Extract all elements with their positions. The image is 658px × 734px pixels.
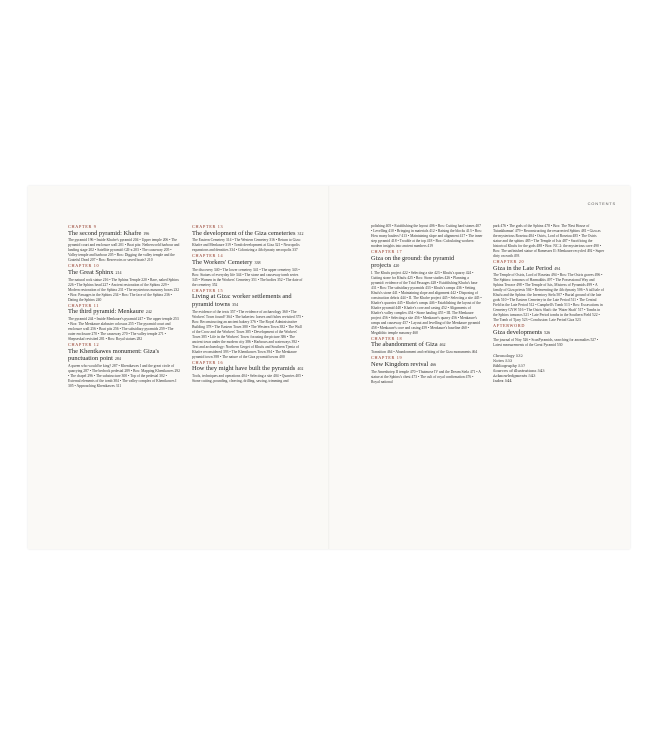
- chapter-label: CHAPTER 20: [493, 259, 525, 264]
- chapter-label: CHAPTER 9: [68, 224, 97, 229]
- chapter-label: CHAPTER 13: [192, 224, 224, 229]
- back-matter-item: Acknowledgments 543: [493, 373, 536, 378]
- chapter-title-text: The development of the Giza cemeteries: [192, 229, 296, 237]
- toc-entry: [371, 249, 483, 336]
- chapter-title-text: New Kingdom revival: [371, 360, 429, 368]
- back-matter-list: [493, 354, 605, 384]
- chapter-page-number: 402: [297, 366, 304, 372]
- chapter-title: [68, 230, 180, 237]
- toc-entry: [192, 253, 304, 287]
- toc-column-3: [371, 224, 483, 385]
- chapter-title-text: The Workers' Cemetery: [192, 258, 253, 266]
- chapter-contents: The pyramid 196 • Inside Khafre's pyramid 204 • Upper temple 206 • The pyramid court and enclosure wall 201 • Boat pits: Netherworld harbour and landing stage 202 • Satellite pyramid: GII-a 203 • The causeway 205 • Valley temple and harbour 205 • Box: Digging the valley temple and the Grateful Dead 207 • Box: Reservoirs or saved boats? 210: [68, 238, 180, 263]
- chapter-page-number: 526: [544, 329, 551, 335]
- chapter-title-text: The Great Sphinx: [68, 268, 114, 276]
- chapter-label: CHAPTER 14: [192, 253, 224, 259]
- chapter-contents: The pyramid 244 • Inside Menkaure's pyramid 247 • The upper temple 253 • Box: The Menkaure alabaster colossus 255 • The pyramid court and enclosure wall 256 • Boat pits 256 • The subsidiary pyramids 259 • The outer enclosure 270 • The causeway 270 • The valley temple 271 • Shepseskaf revisited 281 • Box: Royal statues 282: [68, 317, 179, 342]
- chapter-title: [371, 341, 483, 348]
- chapter-label: CHAPTER 18: [371, 335, 403, 341]
- chapter-label: CHAPTER 15: [192, 287, 224, 293]
- toc-entry: [371, 355, 483, 384]
- back-matter-item: Sources of illustrations 543: [493, 368, 545, 373]
- chapter-title: [192, 365, 304, 372]
- chapter-page-number: 196: [143, 230, 150, 236]
- chapter-page-number: 494: [554, 265, 561, 271]
- chapter-page-number: 284: [114, 356, 121, 362]
- chapter-contents: Tools, techniques and operations 404 • Selecting a site 404 • Quarries 405 • Stone cutting, pounding, cleaving, drilling, sawing, trimming and: [192, 374, 304, 384]
- toc-entry: [493, 259, 605, 323]
- toc-entry: [493, 224, 605, 259]
- chapter-page-number: 214: [115, 269, 122, 275]
- chapter-label: CHAPTER 11: [68, 302, 100, 308]
- chapter-page-number: 312: [297, 230, 304, 236]
- toc-entry: [68, 263, 180, 302]
- chapter-contents: The Amenhotep II temple 470 • Thutmose IV and the Dream Stela 471 • A statue at the Sphinx's chest 473 • The cult of royal confirmation 476 • Royal national: [371, 369, 481, 384]
- chapter-title-text: The third pyramid: Menkaure: [68, 308, 144, 316]
- chapter-contents: The Eastern Cemetery 314 • The Western Cemetery 316 • Return to Giza: Khafre and Menkaure 319 • Tomb development at Giza 321 • Necropolis expansions and densities 334 • Colonizing a 4th dynasty necropolis 337: [192, 238, 301, 253]
- chapter-page-number: 242: [145, 309, 152, 315]
- chapter-title: [371, 255, 483, 270]
- chapter-contents: The Temple of Osiris, Lord of Rosetau 494 • Box: The Osiris graves 496 • The Sphinx: tomonos of Harmakhis 497 • The Possessional Way and Sphinx Terrace 498 • The Temple of Isis, Mistress of Pyramids 499 • A family of Giza priests 504 • Reinventing the 4th dynasty 506 • A tall tale of Khufu and the Sphinx: the Inventory Stela 507 • Burial ground of the late gods 510 • The Eastern Cemetery in the Late Period 511 • The Central Field in the Late Period 512 • Campbell's Tomb 513 • Box: Excavations in Cemetery GYW 516 • The Osiris Shaft: the 'Water Shaft' 517 • Tombs in the Sphinx tomonos 521 • Late Period tombs in the Southern Field 522 • The Tomb of Tjary 523 • Conclusion: Late Period Giza 523: [493, 273, 604, 323]
- back-matter-item: Notes 533: [493, 358, 513, 363]
- chapter-label: CHAPTER 17: [371, 249, 403, 254]
- toc-entry: [371, 336, 483, 355]
- chapter-label: AFTERWORD: [493, 323, 526, 329]
- toc-entry: [192, 224, 304, 253]
- running-header: CONTENTS: [587, 201, 616, 206]
- chapter-title-text: The Khentkawes monument: Giza's punctuation point: [68, 347, 160, 363]
- chapter-title: [371, 361, 483, 368]
- chapter-contents: A queen who would be king? 287 • Khentkawes I and the great circle of quarrying 287 • The bedrock pedestal 289 • Box: Mapping Khentkawes 292 • The chapel 296 • The substructure 300 • Top of the pedestal 302 • External elements of the tomb 304 • The valley complex of Khentkawes I 305 • Approaching Khentkawes 311: [68, 364, 180, 389]
- toc-entry: [68, 224, 180, 263]
- chapter-title-text: The abandonment of Giza: [371, 341, 438, 349]
- chapter-page-number: 466: [430, 361, 437, 367]
- chapter-title: [68, 348, 180, 363]
- chapter-title: [192, 293, 304, 308]
- chapter-label: CHAPTER 10: [68, 263, 100, 269]
- book-spread: [28, 186, 630, 549]
- toc-entry: [192, 360, 304, 384]
- chapter-title-text: Giza developments: [493, 328, 543, 336]
- chapter-contents: The natural rock statue 216 • The Sphinx Temple 220 • Rare, naked Sphinx 226 • The Sphinx head 227 • Ancient restoration of the Sphinx 229 • Modern restoration of the Sphinx 231 • The mysterious masonry boxes 232 • Box: Passages in the Sphinx 234 • Box: The face of the Sphinx 236 • Dating the Sphinx 240: [68, 277, 180, 302]
- chapter-title: [493, 329, 605, 336]
- toc-column-4: [493, 224, 605, 384]
- chapter-page-number: 354: [232, 301, 239, 307]
- chapter-title: [493, 265, 605, 272]
- chapter-label: CHAPTER 12: [68, 342, 100, 348]
- chapter-contents: The journal of Ntry 526 • ScanPyramids, searching for anomalies 527 • Latest measurements of the Great Pyramid 530: [493, 337, 599, 347]
- chapter-contents: The evidence of the texts 357 • The evidence of archaeology 360 • The Workers' Town found? 364 • The bakeries: loaves and fishes revisited 375 • Box: Reconstructing an ancient bakery 376 • The Royal Administrative Building 378 • The Eastern Town 380 • The Western Town 382 • The Wall of the Crow and the Workers' Town 385 • Development of the Workers' Town 385 • Life in the Workers' Town: focusing the picture 386 • The ancient town under the modern city 386 • Harbours and waterways 392 • Text and archaeology: Northern Gerget of Khufu and Southern Tjenia of Khafre reconsidered 393 • The Khentkawes Town 394 • The Menkaure pyramid town 398 • The nature of the Giza pyramid towns 400: [192, 309, 304, 359]
- chapter-title: [68, 308, 180, 315]
- chapter-title-text: How they might have built the pyramids: [192, 365, 296, 373]
- toc-entry: [192, 288, 304, 360]
- chapter-contents: polishing 405 • Establishing the layout 406 • Box: Cutting hard stones 407 • Levelling 410 • Bringing in materials 412 • Raising the blocks 413 • Box: How many haulers? 413 • Maintaining slope and alignment 417 • The inner step pyramid 418 • Trouble at the top 418 • Box: Calculating workers: modern insights into ancient numbers 419: [371, 224, 483, 248]
- chapter-page-number: 420: [393, 262, 400, 268]
- chapter-label: CHAPTER 19: [371, 355, 403, 361]
- toc-entry: [371, 224, 483, 249]
- chapter-contents: I. The Khufu project 422 • Selecting a site 423 • Khufu's quarry 424 • Cutting stone for Khufu 425 • Box: Stone studies 426 • Planning a pyramid: evidence of the Trial Passages 428 • Establishing Khufu's base 431 • Box: The subsidiary pyramids 433 • Khufu's ramps 436 • Setting Khufu's stone 441 • Maintaining slope and alignment 442 • Disposing of construction debris 444 • II. The Khafre project 445 • Selecting a site 445 • Khafre's quarries 445 • Khafre's ramps 446 • Establishing the layout of the Khafre pyramid 448 • Khafre's core and casing 452 • Alignments of Khafre's valley complex 454 • Stone hauling 455 • III. The Menkaure project 456 • Selecting a site 456 • Menkaure's quarry 456 • Menkaure's ramps and causeway 457 • Layout and levelling of the Menkaure pyramid 458 • Menkaure's core and casing 459 • Menkaure's baseline 460 • Megalithic temple masonry 460: [371, 270, 482, 335]
- chapter-page-number: 462: [439, 342, 446, 348]
- toc-entry: [68, 303, 180, 342]
- back-matter-item: Index 544: [493, 378, 512, 383]
- chapter-contents: Transition 464 • Abandonment and refitting of the Giza monuments 464: [371, 350, 478, 355]
- chapter-title-text: Giza in the Late Period: [493, 264, 553, 272]
- toc-entry: [493, 323, 605, 347]
- toc-entry: [68, 342, 180, 389]
- book-gutter: [328, 186, 330, 549]
- chapter-title-text: Living at Giza: worker settlements and pyramid towns: [192, 293, 292, 308]
- chapter-title-text: The second pyramid: Khafre: [68, 229, 142, 237]
- chapter-title-text: Giza on the ground: the pyramid projects: [371, 254, 455, 269]
- chapter-title: [192, 230, 304, 237]
- back-matter-item: Chronology 532: [493, 353, 523, 358]
- chapter-label: CHAPTER 16: [192, 359, 224, 365]
- toc-column-1: [68, 224, 180, 389]
- toc-column-2: [192, 224, 304, 384]
- chapter-title: [68, 269, 180, 276]
- back-matter-item: Bibliography 537: [493, 363, 526, 368]
- chapter-title: [192, 259, 304, 266]
- chapter-contents: park 476 • The gods of the Sphinx 478 • Box: The 'Rest House of Tutankhamun' 479 • Reconstructing the resurrected Sphinx 481 • Giza as the mysterious Rosetau 484 • Osiris, Lord of Rosetau 485 • The Osiris statue and the sphinx 485 • The Temple of Isis 487 • Sacrificing the historical Khufu for the gods 488 • Box: NC 2: the mysterious cave 490 • Box: The unfinished statue of Ramesses II: Menkaure recycled 492 • Super dirty on earth 493: [493, 224, 605, 258]
- chapter-page-number: 338: [254, 259, 261, 265]
- chapter-contents: The discovery 340 • The lower cemetery 341 • The upper cemetery 343 • Box: Statues of everyday life 344 • The stone and causeway tomb series 345 • Women in the Workers' Cemetery 351 • The bodies 352 • The date of the cemetery 352: [192, 267, 303, 287]
